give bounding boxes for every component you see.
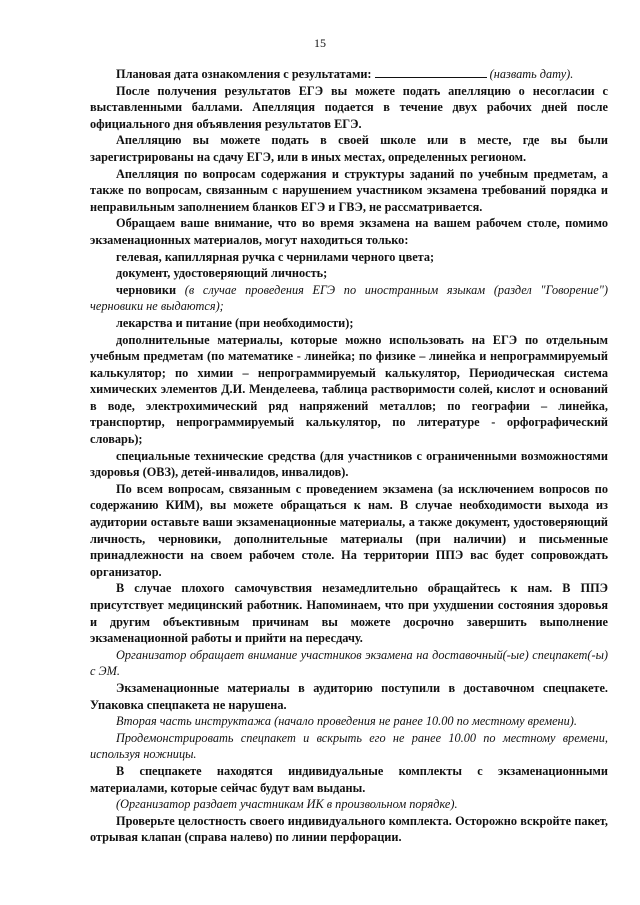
paragraph-attention: Обращаем ваше внимание, что во время экзамена на вашем рабочем столе, помимо экзаменационных материалов, могут находиться только: <box>90 216 608 247</box>
note-organizer-attention: Организатор обращает внимание участников экзамена на доставочный(-ые) спецпакет(-ы) с ЭМ. <box>90 647 608 679</box>
list-item-drafts <box>90 282 608 315</box>
paragraph-appeal-where: Апелляцию вы можете подать в своей школе или в месте, где вы были зарегистрированы на сдачу ЕГЭ, или в иных местах, определенных регионом. <box>90 133 608 164</box>
paragraph-kits: В спецпакете находятся индивидуальные комплекты с экзаменационными материалами, которые сейчас будут вам выданы. <box>90 763 608 795</box>
plan-date-label: Плановая дата ознакомления с результатами: <box>116 67 372 81</box>
plan-date-hint: (назвать дату). <box>489 67 574 81</box>
document-body <box>90 66 608 846</box>
drafts-note: (в случае проведения ЕГЭ по иностранным языкам (раздел "Говорение") черновики не выдаются); <box>90 282 608 314</box>
paragraph-health: В случае плохого самочувствия незамедлительно обращайтесь к нам. В ППЭ присутствует медицинский работник. Напоминаем, что при ухудшении состояния здоровья и другим объективным причинам вы можете досрочно завершить выполнение экзаменационной работы и прийти на пересдачу. <box>90 581 608 646</box>
plan-date-blank <box>375 77 487 78</box>
paragraph-appeal-results: После получения результатов ЕГЭ вы можете подать апелляцию о несогласии с выставленными баллами. Апелляция подается в течение двух рабочих дней после официального дня объявления результатов ЕГЭ. <box>90 83 608 131</box>
note-demonstrate: Продемонстрировать спецпакет и вскрыть его не ранее 10.00 по местному времени, используя ножницы. <box>90 730 608 762</box>
paragraph-appeal-content: Апелляция по вопросам содержания и структуры заданий по учебным предметам, а также по вопросам, связанным с нарушением участником экзамена требований порядка и неправильным заполнением бланков ЕГЭ и ГВЭ, не рассматривается. <box>90 166 608 214</box>
paragraph-questions: По всем вопросам, связанным с проведением экзамена (за исключением вопросов по содержанию КИМ), вы можете обращаться к нам. В случае необходимости выхода из аудитории оставьте ваши экзаменационные материалы, а также документ, удостоверяющий личность, черновики, дополнительные материалы (при наличии) и письменные принадлежности на своем рабочем столе. На территории ППЭ вас будет сопровождать организатор. <box>90 481 608 579</box>
page-number: 15 <box>314 36 326 50</box>
list-item-special: специальные технические средства (для участников с ограниченными возможностями здоровья (ОВЗ), детей-инвалидов, инвалидов). <box>90 448 608 480</box>
plan-date-line <box>90 66 608 83</box>
note-distributes: (Организатор раздает участникам ИК в произвольном порядке). <box>116 797 458 812</box>
list-item-document: документ, удостоверяющий личность; <box>116 266 328 281</box>
drafts-label: черновики <box>116 282 177 297</box>
note-second-part: Вторая часть инструктажа (начало проведения не ранее 10.00 по местному времени). <box>116 714 577 729</box>
list-item-medicine: лекарства и питание (при необходимости); <box>116 315 354 330</box>
list-item-pen: гелевая, капиллярная ручка с чернилами черного цвета; <box>116 249 435 264</box>
paragraph-check-integrity: Проверьте целостность своего индивидуального комплекта. Осторожно вскройте пакет, отрывая клапан (справа налево) по линии перфорации. <box>90 813 608 845</box>
list-item-additional: дополнительные материалы, которые можно использовать на ЕГЭ по отдельным учебным предметам (по математике - линейка; по физике – линейка и непрограммируемый калькулятор; по химии – непрограммируемый калькулятор, Периодическая система химических элементов Д.И. Менделеева, таблица растворимости солей, кислот и оснований в воде, электрохимический ряд напряжений металлов; по географии – линейка, транспортир, непрограммируемый калькулятор, по литературе - орфографический словарь); <box>90 332 608 447</box>
paragraph-materials-arrived: Экзаменационные материалы в аудиторию поступили в доставочном спецпакете. Упаковка спецпакета не нарушена. <box>90 680 608 712</box>
